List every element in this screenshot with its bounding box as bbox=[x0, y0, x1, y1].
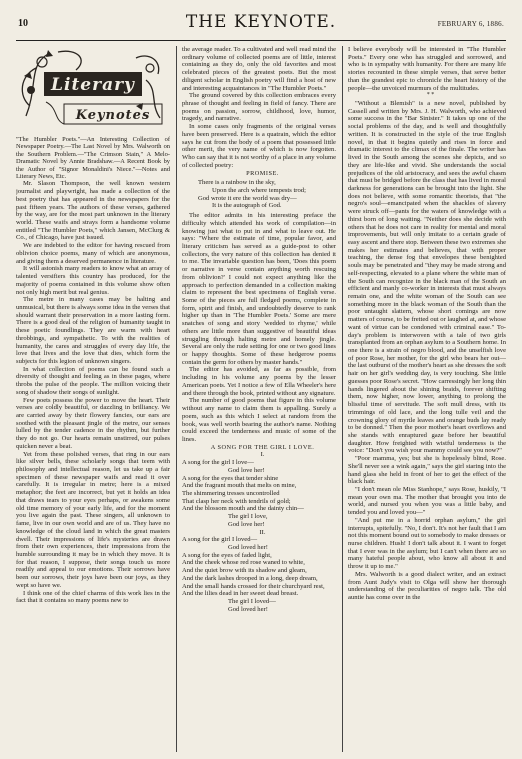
poem-title: A SONG FOR THE GIRL I LOVE. bbox=[210, 443, 315, 451]
stanza-number: I. bbox=[260, 451, 265, 459]
column-divider bbox=[176, 46, 177, 752]
poem-line: Upon the arch where tempests trod; bbox=[212, 186, 306, 194]
poem-line: A song for the eyes that tender shine bbox=[182, 474, 279, 482]
poem-line: God loved her! bbox=[228, 544, 268, 551]
poem-line: God loved her! bbox=[228, 605, 268, 613]
poem-line: And the lilies dead in her sweet dead breast. bbox=[182, 590, 299, 598]
paragraph: The metre in many cases may be halting and unmusical, but there is always some idea in the verses that should warrant their preservation in a more lasting form. There is a good deal of the religion of humanity taught in these poetic foundlings. They are warm with heart throbbings, and sympathetic. To with the realities of humanity, the cares and struggles of every day life, the love that lives and the love that dies, which form the subjects for this legion of unknown singers. bbox=[16, 296, 170, 365]
poem-line: A song for the girl I love— bbox=[182, 459, 254, 467]
paragraph: Yet from these polished verses, that ring in our ears like silver bells, these scholarly songs that teem with philosophy and intellectual reason, let us take up a fair specimen of these newspaper waifs and read it over carefully. It is irregular in metre; here is a mixed metaphor; the feet are incorrect, but yet it holds an idea that draws tears to your eyes perhaps, or awakens some old time memory of your early life, and for the moment you live again the past. These singers, all unknown to fame, live in our own world and are of us. They have no knowledge of the cloud land in which the great masters dwell. Their impressions of life's mysteries are drawn from their own experiences, their impressions from the humble surrounding it may be in which they move. It is for that reason, I suppose, their songs touch us more readily and appeal to our emotions. Their sorrows have been our sorrows, their joys have been our joys, as they wept so have we. bbox=[16, 450, 170, 589]
poem-line: It is the autograph of God. bbox=[212, 202, 282, 210]
poem-line: God love her! bbox=[228, 520, 265, 528]
page-number: 10 bbox=[18, 18, 28, 29]
paragraph: In some cases only fragments of the original verses have been preserved. Here is a quatrain, which the editor says he cut from the body of a poem that possessed little other merit, the very name of which is now forgotten. Who can say that it is not worthy of a place in any volume of collected poetry: bbox=[182, 123, 336, 169]
masthead: THE KEYNOTE. bbox=[185, 12, 337, 32]
paragraph: It will astonish many readers to know what an array of talented versifiers this country has produced, for the majority of poems contained in this volume show often not only high merit but real genius. bbox=[16, 265, 170, 296]
paragraph: Few poets possess the power to move the heart. Their verses are coldly beautiful, or dazzling in brilliancy. We are carried away by their flowery fancies, our ears are soothed with the pleasant jingle of the metre, our senses lulled by the tender cadence in the rhythm, but further they do not go. Our hearts remain unstirred, our pulses quicken never a beat. bbox=[16, 396, 170, 450]
paragraph: I think one of the chief charms of this work lies in the fact that it contains so many poems new to bbox=[16, 589, 170, 605]
section-summary: "The Humbler Poets."—An Interesting Collection of Newspaper Poetry.—The Last Novel by Mrs. Walworth on the Southern Problem.—"The Crimson Stain," A Melo-Dramatic Novel by Annie Bradshaw.—A Recent Book by the Author of "Signor Monaldini's Niece."—Notes and Literary News, Etc. bbox=[16, 136, 170, 181]
poem-line: And the quiet brow with its shadow and gleam, bbox=[182, 567, 307, 575]
poem-line: There is a rainbow in the sky, bbox=[198, 179, 276, 187]
stanza-number: II. bbox=[259, 528, 266, 536]
column-divider bbox=[342, 46, 343, 752]
poem-stanza bbox=[182, 536, 336, 613]
ornamental-logo-icon bbox=[18, 46, 168, 130]
paragraph: Mrs. Walworth is a good dialect writer, and an extract from Aunt Judy's visit to Olga will show her thorough understanding of the peculiarities of negro talk. The old auntie has come over in the bbox=[348, 570, 506, 602]
poem-line: And the blossom mouth and the dainty chin— bbox=[182, 505, 304, 513]
paragraph: "Poor mamma, yes; but she is hopelessly blind, Rose. She'll never see a wink again," says the girl staring into the hand glass she held in front of her to get the effect of the black hair. bbox=[348, 455, 506, 486]
paragraph: The editor admits in his interesting preface the difficulty which attended his work of compilation—in knowing just what to put in and what to leave out. He says: "Where the estimate of time, popular favor, and literary criticism has served as a guide-post to other collectors, the very nature of this collection has denied it to me. The invariable question has been, 'Does this poem or narrative in verse contain anything worth rescuing from oblivion?' I could not expect anything like the approach to perfection demanded in a collection making claim to represent the best specimens of English verse. Some of the pieces are full fledged poems, complete in form, spirit and finish, and undoubtedly deserve to rank higher up than in 'The Humbler Poets.' Some are mere snatches of song and story 'wedded to rhyme,' while others are little more than suggestive of beautiful ideas struggling through halting metre and homely jingle. Several are only the rude setting for one or two good lines or happy thoughts. Some of these hedgerow poems contain the germ for others by master hands." bbox=[182, 212, 336, 366]
logo-word-bottom: Keynotes bbox=[75, 108, 151, 123]
poem-line: And the cheek whose red rose waned to white, bbox=[182, 559, 305, 567]
poem-line: A song for the eyes of faded light, bbox=[182, 551, 272, 559]
poem-line: That clasp her neck with tendrils of gold; bbox=[182, 497, 291, 505]
poem-line: And the dark lashes drooped in a long, deep dream, bbox=[182, 574, 318, 582]
poem-line: The shimmering tresses uncontrolled bbox=[182, 489, 280, 497]
header-rule bbox=[16, 40, 506, 41]
poem-line: And the small hands crossed for their churchyard rest, bbox=[182, 582, 325, 590]
poem-stanza bbox=[182, 459, 336, 528]
paragraph: The number of good poems that figure in this volume without any name to claim them is appalling. Surely a poem, such as this which I select at random from the book, was well worth bearing the author's name. Nothing could exceed the tenderness and music of some of the lines. bbox=[182, 397, 336, 443]
poem-line: And the fragrant mouth that melts on mine, bbox=[182, 482, 297, 490]
paragraph: The ground covered by this collection embraces every phrase of thought and feeling in field of fancy. There are poems on passion, sorrow, childhood, love, humor, tragedy, and narrative. bbox=[182, 92, 336, 123]
paragraph: "I don't mean ole Miss Stanhope," says Rose, huskily, "I mean your own ma. The mother that brought you into de world, and nursed you when you was a little baby, and tended you and loved you—" bbox=[348, 485, 506, 517]
paragraph: "Without a Blemish" is a new novel, published by Cassell and written by Mrs. J. H. Walworth, who achieved some success in the "Bar Sinister." It takes up one of the social problems of the day, and is well and thoughtfully written. It is constructed in the style of the true English novel, in that it begins quietly and rises in force and dramatic interest to the climax of the finale. The writer has lived in the South among the scenes she depicts, and so they are life-like and vivid. She understands the social prejudices of the old aristocracy, and sees the awful chasm that must be bridged before the class that has lived in moral darkness for generations can be brought into the light. She does not believe, with some romantic theorists, that "the negro's soul—emancipated when the shackles of slavery were struck off—pants for the waters of knowledge with a thirst born of long waiting. "Neither does she decide with others that he does not care in reality for mental and moral improvements, but will only imitate to a certain grade of easy ascent and there stop. Between these two extremes she makes her estimates and believes, that with proper teaching, the dense fog that envelopes these benighted souls may be penetrated and "they may be made strong and self-respecting, elevated to a plane where the white man of the South can recognize in the black man of the South an efficient and manly co-worker in interests that must always remain one, and the white woman of the South can see something more in the black woman of the South than the poor untaught slattern, whose short comings are now matters of course, to be fretted out or laughed at, and whose want of virtue can be condoned with criminal ease." To-day's problem is interwoven with a tale of two girls transplanted from an orphan asylum to a Southern home. In one there is a strain of negro blood, and the unselfish love of poor Rose, her mother, for the girl who bears her out—the last outburst of the mother's heart as she dresses the soft hair on her girl's wedding day, is very touching. She little guesses poor Rose's secret. "How carressingly her long thin hands lingered about the shining braids, forever shifting them, now higher, now lower, anything to prolong the blissful time of servitude. The soft mull dress, with its trimmings of old lace, and the long tulle veil and the crowning glory of myrtle leaves and orange buds lay ready to be donned." Then the poor mother's heart overflows and she stands with enraptured gaze before her beautiful daughter. How freighted with wistful tenderness is the voice: "Don't you wish your mammy could see you now?" bbox=[348, 100, 506, 455]
poem-line: The girl I love, bbox=[228, 513, 268, 521]
poem-line: The girl I loved— bbox=[228, 598, 276, 606]
column-3 bbox=[348, 46, 506, 758]
section-break: * * bbox=[426, 92, 435, 99]
paragraph: The editor has avoided, as far as possible, from including in his volume any poems by the lesser American poets. Yet I notice a few of Ella Wheeler's here and there through the book, printed without any signature. bbox=[182, 366, 336, 397]
poem-line: God wrote it ere the world was dry— bbox=[198, 194, 297, 202]
paragraph: the average reader. To a cultivated and well read mind the ordinary volume of collected poems are of little, interest containing as they do, only the old favorites and most celebrated pieces of the greatest poets. But the most diligent scholar in English poetry will find a host of new and interesting acquaintances in "The Humbler Poets." bbox=[182, 46, 336, 92]
paragraph: Mr. Slason Thompson, the well known western journalist and playwright, has made a collection of the best poetry that has appeared in the newspapers for the past fifteen years. The authors of these verses, gathered by the way, are for the most part unknown in the literary world. These waifs and strays form a handsome volume entitled "The Humbler Poets," which Jansen, McClurg & Co., of Chicago, have just issued. bbox=[16, 180, 170, 242]
page-header bbox=[0, 0, 522, 42]
paragraph: In what collection of poems can be found such a diversity of thought and feeling as in these pages, where throbs the pulse of the people. The million voicing their song of shadow their songs of sunlight. bbox=[16, 365, 170, 396]
column-2 bbox=[182, 46, 336, 758]
poem-line: God love her! bbox=[228, 466, 265, 474]
issue-date: FEBRUARY 6, 1886. bbox=[437, 20, 504, 28]
poem-promise bbox=[198, 179, 336, 210]
logo-word-top: Literary bbox=[51, 75, 135, 95]
poem-line: A song for the girl I loved— bbox=[182, 536, 258, 544]
column-1 bbox=[16, 46, 170, 758]
poem-title: PROMISE. bbox=[246, 169, 279, 177]
literary-keynotes-logo bbox=[18, 46, 168, 130]
paragraph: I believe everybody will be interested in "The Humbler Poets." Every one who has struggled and sorrowed, and who is in sympathy with humanity. For there are many life stories recounted in these simple verses, that serve better than the grandest epic to chronicle the heart history of the people—the unvoiced murmurs of the multitudes. bbox=[348, 46, 506, 92]
paragraph: "And put me in a horrid orphan asylum," the girl interrupts, spitefully. "No, I don't. It's not her fault that I am not this moment bound out to somebody to make dresses or nurse children. Hush! I don't talk about it. I want to forget that I ever was in the asylum; but I can't when there are so many hateful people about, who know all about it and throw it up to me." bbox=[348, 516, 506, 571]
paragraph: We are indebted to the editor for having rescued from oblivion choice poems, many of which are anonymous, and giving them a deserved permanence in literature. bbox=[16, 242, 170, 265]
